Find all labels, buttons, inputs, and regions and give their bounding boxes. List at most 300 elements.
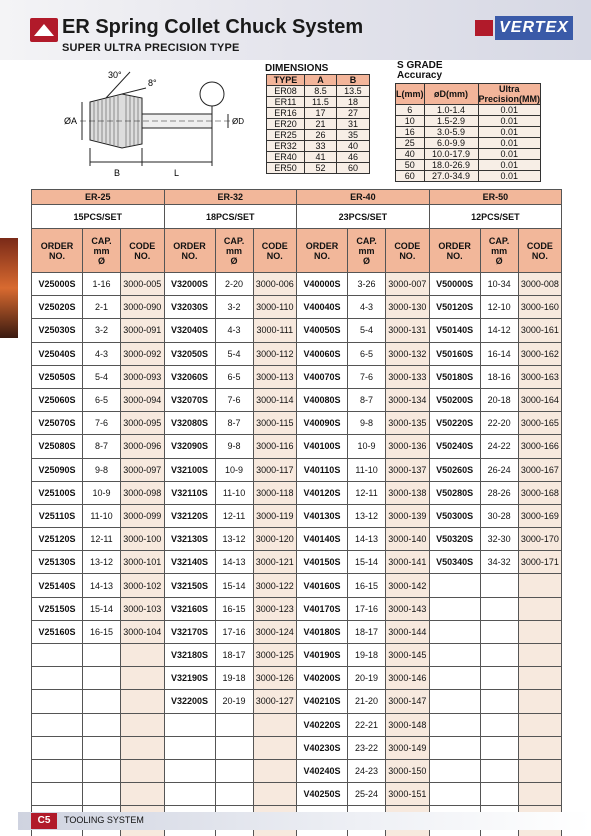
code-no-cell: 3000-144 <box>386 620 430 643</box>
capacity-cell: 13-12 <box>83 551 121 574</box>
capacity-cell: 22-20 <box>480 412 518 435</box>
code-no-cell <box>518 644 562 667</box>
sgrade-cell: 27.0-34.9 <box>424 171 478 182</box>
table-row <box>32 713 562 736</box>
code-no-cell: 3000-146 <box>386 667 430 690</box>
code-no-cell: 3000-118 <box>253 481 297 504</box>
capacity-cell: 12-11 <box>215 504 253 527</box>
company-logo-icon <box>30 18 58 42</box>
order-no-cell <box>32 667 83 690</box>
order-no-cell: V40220S <box>297 713 348 736</box>
code-no-cell <box>386 829 430 836</box>
order-no-cell <box>297 829 348 836</box>
code-no-cell: 3000-121 <box>253 551 297 574</box>
capacity-cell: 7-6 <box>215 388 253 411</box>
sgrade-cell: 16 <box>396 127 425 138</box>
capacity-cell: 7-6 <box>348 365 386 388</box>
code-no-cell <box>121 667 165 690</box>
table-row <box>32 528 562 551</box>
order-no-cell: V40050S <box>297 319 348 342</box>
code-no-cell: 3000-142 <box>386 574 430 597</box>
col-header-cap <box>348 229 386 273</box>
capacity-cell: 6-5 <box>215 365 253 388</box>
order-no-cell: V32200S <box>164 690 215 713</box>
order-no-cell: V40100S <box>297 435 348 458</box>
code-no-cell <box>121 829 165 836</box>
dimensions-header-cell: B <box>336 75 369 86</box>
capacity-cell <box>83 829 121 836</box>
brand-name: VERTEX <box>495 16 573 40</box>
order-no-cell <box>429 644 480 667</box>
group-header: ER-32 <box>164 190 297 205</box>
code-no-cell: 3000-130 <box>386 296 430 319</box>
code-no-cell <box>121 713 165 736</box>
capacity-cell <box>83 713 121 736</box>
capacity-cell: 10-34 <box>480 273 518 296</box>
col-header-cap-line: mm <box>358 245 375 256</box>
dim-d-label: ØD <box>232 117 244 126</box>
dimensions-table <box>266 74 370 174</box>
code-no-cell: 3000-115 <box>253 412 297 435</box>
capacity-cell <box>480 783 518 806</box>
code-no-cell: 3000-096 <box>121 435 165 458</box>
code-no-cell: 3000-170 <box>518 528 562 551</box>
table-row <box>32 481 562 504</box>
capacity-cell: 3-26 <box>348 273 386 296</box>
order-no-cell <box>429 574 480 597</box>
order-no-cell: V40120S <box>297 481 348 504</box>
col-header-order: ORDER NO. <box>429 229 480 273</box>
dimensions-row <box>267 108 370 119</box>
table-row <box>32 458 562 481</box>
sgrade-cell: 0.01 <box>478 149 541 160</box>
sgrade-cell: 40 <box>396 149 425 160</box>
capacity-cell: 6-5 <box>348 342 386 365</box>
order-no-cell: V32190S <box>164 667 215 690</box>
dimensions-row <box>267 163 370 174</box>
table-row <box>32 574 562 597</box>
dimensions-cell: ER25 <box>267 130 305 141</box>
order-no-cell: V32140S <box>164 551 215 574</box>
table-row <box>32 759 562 782</box>
sgrade-row <box>396 116 541 127</box>
code-no-cell <box>518 783 562 806</box>
table-row <box>32 504 562 527</box>
capacity-cell <box>215 736 253 759</box>
col-header-cap-line: Ø <box>363 255 371 266</box>
order-no-cell: V40210S <box>297 690 348 713</box>
dimensions-header-cell: A <box>305 75 337 86</box>
code-no-cell: 3000-098 <box>121 481 165 504</box>
dimensions-cell: ER16 <box>267 108 305 119</box>
dimensions-row <box>267 152 370 163</box>
capacity-cell: 11-10 <box>215 481 253 504</box>
order-no-cell: V32060S <box>164 365 215 388</box>
col-header-cap-line: Ø <box>97 255 105 266</box>
capacity-cell: 17-16 <box>348 597 386 620</box>
capacity-cell: 6-5 <box>83 388 121 411</box>
code-no-cell: 3000-167 <box>518 458 562 481</box>
capacity-cell <box>480 759 518 782</box>
capacity-cell <box>83 736 121 759</box>
capacity-cell: 8-7 <box>348 388 386 411</box>
dimensions-row <box>267 141 370 152</box>
sgrade-row <box>396 171 541 182</box>
order-no-cell <box>164 713 215 736</box>
code-no-cell: 3000-135 <box>386 412 430 435</box>
code-no-cell: 3000-114 <box>253 388 297 411</box>
capacity-cell <box>83 667 121 690</box>
dimensions-cell: 31 <box>336 119 369 130</box>
code-no-cell: 3000-132 <box>386 342 430 365</box>
order-no-cell <box>32 713 83 736</box>
order-no-cell: V40150S <box>297 551 348 574</box>
dimensions-cell: ER50 <box>267 163 305 174</box>
capacity-cell: 3-2 <box>215 296 253 319</box>
code-no-cell: 3000-168 <box>518 481 562 504</box>
order-no-cell: V25020S <box>32 296 83 319</box>
dimensions-cell: 13.5 <box>336 86 369 97</box>
sgrade-cell: 60 <box>396 171 425 182</box>
order-no-cell: V50220S <box>429 412 480 435</box>
code-no-cell: 3000-138 <box>386 481 430 504</box>
group-set-count: 15PCS/SET <box>32 205 165 229</box>
code-no-cell <box>518 759 562 782</box>
dimensions-cell: 33 <box>305 141 337 152</box>
order-no-cell <box>429 736 480 759</box>
code-no-cell: 3000-131 <box>386 319 430 342</box>
capacity-cell: 4-3 <box>215 319 253 342</box>
collet-order-table <box>31 189 562 836</box>
order-no-cell: V50160S <box>429 342 480 365</box>
capacity-cell: 24-23 <box>348 759 386 782</box>
order-no-cell <box>429 713 480 736</box>
table-row <box>32 273 562 296</box>
code-no-cell: 3000-123 <box>253 597 297 620</box>
order-no-cell: V32160S <box>164 597 215 620</box>
capacity-cell: 17-16 <box>215 620 253 643</box>
order-no-cell: V50120S <box>429 296 480 319</box>
order-no-cell: V25120S <box>32 528 83 551</box>
code-no-cell: 3000-133 <box>386 365 430 388</box>
dim-a-label: ØA <box>64 116 78 126</box>
sgrade-title-line2: Accuracy <box>397 70 443 81</box>
order-no-cell: V50180S <box>429 365 480 388</box>
capacity-cell: 11-10 <box>348 458 386 481</box>
code-no-cell: 3000-112 <box>253 342 297 365</box>
col-header-code: CODE NO. <box>518 229 562 273</box>
sgrade-cell: 1.5-2.9 <box>424 116 478 127</box>
order-no-cell: V40090S <box>297 412 348 435</box>
code-no-cell: 3000-136 <box>386 435 430 458</box>
capacity-cell: 23-22 <box>348 736 386 759</box>
capacity-cell: 14-13 <box>215 551 253 574</box>
code-no-cell <box>518 690 562 713</box>
order-no-cell <box>32 690 83 713</box>
capacity-cell: 18-17 <box>215 644 253 667</box>
capacity-cell: 11-10 <box>83 504 121 527</box>
code-no-cell <box>518 713 562 736</box>
code-no-cell: 3000-125 <box>253 644 297 667</box>
capacity-cell <box>480 690 518 713</box>
capacity-cell <box>83 644 121 667</box>
col-header-cap-line: CAP. <box>488 235 510 246</box>
code-no-cell <box>518 597 562 620</box>
order-no-cell: V40110S <box>297 458 348 481</box>
capacity-cell: 19-18 <box>215 667 253 690</box>
table-row <box>32 388 562 411</box>
code-no-cell <box>253 783 297 806</box>
code-no-cell: 3000-091 <box>121 319 165 342</box>
sgrade-row <box>396 138 541 149</box>
dim-b-label: B <box>114 168 121 178</box>
capacity-cell: 5-4 <box>215 342 253 365</box>
dimensions-header-cell: TYPE <box>267 75 305 86</box>
order-no-cell: V25100S <box>32 481 83 504</box>
sgrade-cell: 0.01 <box>478 105 541 116</box>
capacity-cell: 12-11 <box>83 528 121 551</box>
capacity-cell: 26-24 <box>480 458 518 481</box>
capacity-cell <box>83 690 121 713</box>
order-no-cell: V25040S <box>32 342 83 365</box>
code-no-cell: 3000-099 <box>121 504 165 527</box>
order-no-cell: V32180S <box>164 644 215 667</box>
group-header: ER-40 <box>297 190 430 205</box>
table-row <box>32 829 562 836</box>
capacity-cell <box>83 783 121 806</box>
code-no-cell: 3000-140 <box>386 528 430 551</box>
order-no-cell <box>32 736 83 759</box>
group-set-count: 12PCS/SET <box>429 205 562 229</box>
code-no-cell <box>253 759 297 782</box>
order-no-cell: V32050S <box>164 342 215 365</box>
table-row <box>32 435 562 458</box>
order-no-cell: V25070S <box>32 412 83 435</box>
capacity-cell: 10-9 <box>348 435 386 458</box>
code-no-cell <box>518 667 562 690</box>
col-header-order: ORDER NO. <box>32 229 83 273</box>
col-header-cap <box>480 229 518 273</box>
footer-label: TOOLING SYSTEM <box>64 815 144 825</box>
sgrade-row <box>396 105 541 116</box>
col-header-order: ORDER NO. <box>297 229 348 273</box>
order-no-cell <box>164 736 215 759</box>
code-no-cell: 3000-093 <box>121 365 165 388</box>
col-header-cap-line: Ø <box>495 255 503 266</box>
capacity-cell: 30-28 <box>480 504 518 527</box>
col-header-cap-line: CAP. <box>91 235 112 246</box>
code-no-cell: 3000-100 <box>121 528 165 551</box>
dimensions-cell: 27 <box>336 108 369 119</box>
capacity-cell <box>480 713 518 736</box>
capacity-cell: 25-24 <box>348 783 386 806</box>
capacity-cell: 12-10 <box>480 296 518 319</box>
sgrade-table <box>395 83 541 182</box>
code-no-cell: 3000-151 <box>386 783 430 806</box>
col-header-cap <box>83 229 121 273</box>
capacity-cell: 9-8 <box>215 435 253 458</box>
table-row <box>32 736 562 759</box>
order-no-cell: V40250S <box>297 783 348 806</box>
dimensions-title: DIMENSIONS <box>265 63 329 74</box>
sgrade-title-line1: S GRADE <box>397 60 443 71</box>
code-no-cell: 3000-090 <box>121 296 165 319</box>
order-no-cell: V50340S <box>429 551 480 574</box>
capacity-cell: 16-15 <box>83 620 121 643</box>
order-no-cell: V40070S <box>297 365 348 388</box>
sgrade-row <box>396 160 541 171</box>
capacity-cell <box>480 736 518 759</box>
capacity-cell: 14-12 <box>480 319 518 342</box>
capacity-cell <box>83 759 121 782</box>
order-no-cell: V32130S <box>164 528 215 551</box>
capacity-cell: 34-32 <box>480 551 518 574</box>
sgrade-cell: 0.01 <box>478 171 541 182</box>
page-title: ER Spring Collet Chuck System <box>62 16 364 38</box>
sgrade-row <box>396 149 541 160</box>
dimensions-cell: 40 <box>336 141 369 152</box>
capacity-cell: 24-22 <box>480 435 518 458</box>
dimensions-cell: 17 <box>305 108 337 119</box>
page-subtitle: SUPER ULTRA PRECISION TYPE <box>62 42 240 54</box>
code-no-cell <box>121 690 165 713</box>
sgrade-cell: 6 <box>396 105 425 116</box>
capacity-cell <box>215 829 253 836</box>
order-no-cell <box>429 783 480 806</box>
capacity-cell: 16-14 <box>480 342 518 365</box>
order-no-cell: V40190S <box>297 644 348 667</box>
code-no-cell: 3000-166 <box>518 435 562 458</box>
code-no-cell: 3000-126 <box>253 667 297 690</box>
code-no-cell: 3000-127 <box>253 690 297 713</box>
sgrade-cell: 1.0-1.4 <box>424 105 478 116</box>
order-no-cell: V25160S <box>32 620 83 643</box>
dimensions-row <box>267 86 370 97</box>
order-no-cell: V25110S <box>32 504 83 527</box>
order-no-cell: V32120S <box>164 504 215 527</box>
code-no-cell: 3000-119 <box>253 504 297 527</box>
order-no-cell <box>429 829 480 836</box>
order-no-cell: V32100S <box>164 458 215 481</box>
code-no-cell: 3000-134 <box>386 388 430 411</box>
order-no-cell: V40130S <box>297 504 348 527</box>
capacity-cell <box>480 829 518 836</box>
side-photo-strip <box>0 238 18 338</box>
dimensions-cell: ER08 <box>267 86 305 97</box>
table-row <box>32 296 562 319</box>
capacity-cell: 21-20 <box>348 690 386 713</box>
capacity-cell: 9-8 <box>348 412 386 435</box>
col-header-cap <box>215 229 253 273</box>
order-no-cell: V25090S <box>32 458 83 481</box>
code-no-cell: 3000-162 <box>518 342 562 365</box>
order-no-cell: V32090S <box>164 435 215 458</box>
page-number: C5 <box>31 813 57 829</box>
code-no-cell: 3000-169 <box>518 504 562 527</box>
capacity-cell: 20-19 <box>348 667 386 690</box>
dimensions-cell: 35 <box>336 130 369 141</box>
sgrade-cell: 0.01 <box>478 127 541 138</box>
code-no-cell: 3000-161 <box>518 319 562 342</box>
dimensions-cell: 8.5 <box>305 86 337 97</box>
capacity-cell: 10-9 <box>215 458 253 481</box>
table-row <box>32 597 562 620</box>
order-no-cell: V32000S <box>164 273 215 296</box>
capacity-cell: 19-18 <box>348 644 386 667</box>
sgrade-cell: 0.01 <box>478 138 541 149</box>
code-no-cell: 3000-116 <box>253 435 297 458</box>
code-no-cell: 3000-095 <box>121 412 165 435</box>
capacity-cell: 32-30 <box>480 528 518 551</box>
capacity-cell <box>215 713 253 736</box>
code-no-cell: 3000-137 <box>386 458 430 481</box>
capacity-cell: 12-11 <box>348 481 386 504</box>
capacity-cell: 13-12 <box>215 528 253 551</box>
capacity-cell: 8-7 <box>83 435 121 458</box>
capacity-cell <box>348 829 386 836</box>
order-no-cell: V32080S <box>164 412 215 435</box>
code-no-cell: 3000-143 <box>386 597 430 620</box>
code-no-cell <box>518 736 562 759</box>
sgrade-title <box>397 61 443 81</box>
order-no-cell <box>164 829 215 836</box>
code-no-cell: 3000-102 <box>121 574 165 597</box>
col-header-cap-line: CAP. <box>223 235 245 246</box>
col-header-cap-line: mm <box>491 245 508 256</box>
order-no-cell: V40160S <box>297 574 348 597</box>
order-no-cell <box>429 667 480 690</box>
order-no-cell: V40170S <box>297 597 348 620</box>
order-no-cell: V32170S <box>164 620 215 643</box>
table-row <box>32 342 562 365</box>
dimensions-cell: ER32 <box>267 141 305 152</box>
capacity-cell: 18-16 <box>480 365 518 388</box>
sgrade-cell: 10.0-17.9 <box>424 149 478 160</box>
capacity-cell: 15-14 <box>348 551 386 574</box>
capacity-cell: 2-1 <box>83 296 121 319</box>
code-no-cell <box>121 783 165 806</box>
dimensions-cell: 52 <box>305 163 337 174</box>
order-no-cell: V50300S <box>429 504 480 527</box>
capacity-cell <box>215 759 253 782</box>
capacity-cell: 3-2 <box>83 319 121 342</box>
code-no-cell: 3000-097 <box>121 458 165 481</box>
order-no-cell <box>32 783 83 806</box>
col-header-code: CODE NO. <box>386 229 430 273</box>
capacity-cell <box>480 597 518 620</box>
code-no-cell: 3000-103 <box>121 597 165 620</box>
code-no-cell: 3000-094 <box>121 388 165 411</box>
sgrade-header-cell: øD(mm) <box>424 84 478 105</box>
code-no-cell: 3000-139 <box>386 504 430 527</box>
sgrade-header-cell: L(mm) <box>396 84 425 105</box>
dimensions-cell: ER11 <box>267 97 305 108</box>
code-no-cell <box>518 829 562 836</box>
col-header-code: CODE NO. <box>121 229 165 273</box>
sgrade-cell: 0.01 <box>478 160 541 171</box>
order-no-cell: V50240S <box>429 435 480 458</box>
order-no-cell: V40060S <box>297 342 348 365</box>
table-row <box>32 551 562 574</box>
table-row <box>32 690 562 713</box>
dimensions-cell: 21 <box>305 119 337 130</box>
order-no-cell: V32070S <box>164 388 215 411</box>
table-row <box>32 644 562 667</box>
code-no-cell: 3000-165 <box>518 412 562 435</box>
order-no-cell: V40140S <box>297 528 348 551</box>
order-no-cell <box>32 829 83 836</box>
capacity-cell: 1-16 <box>83 273 121 296</box>
